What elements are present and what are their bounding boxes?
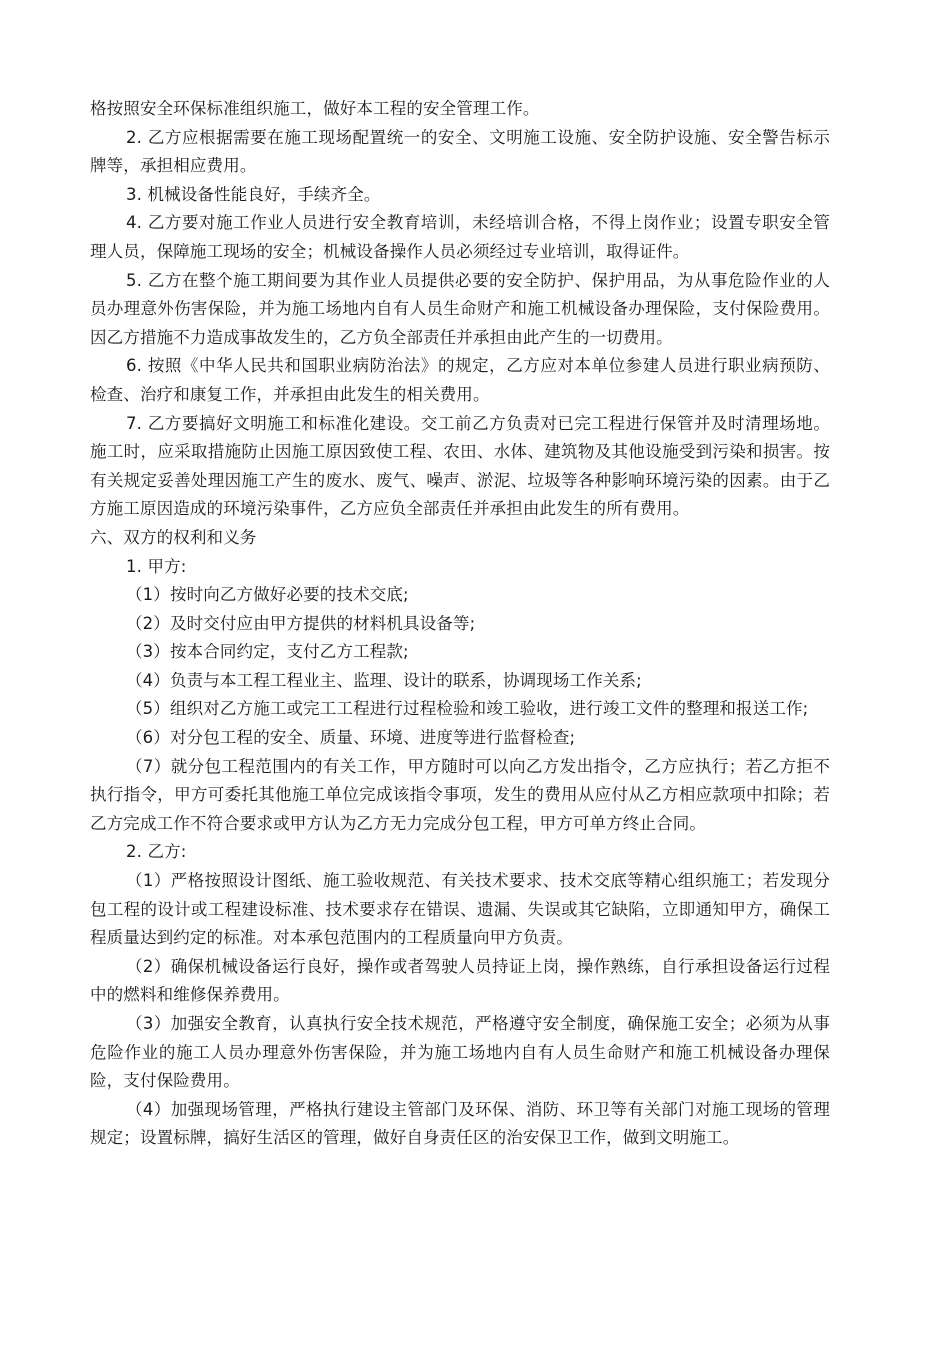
party-a-item-2: （2）及时交付应由甲方提供的材料机具设备等; [126,613,476,633]
party-a-item-5: （5）组织对乙方施工或完工工程进行过程检验和竣工验收，进行竣工文件的整理和报送工作; [126,699,809,719]
clause-5-item-6: 6. 按照《中华人民共和国职业病防治法》的规定，乙方应对本单位参建人员进行职业病预防、检查、治疗和康复工作，并承担由此发生的相关费用。 [90,356,830,404]
clause-5-item-4: 4. 乙方要对施工作业人员进行安全教育培训，未经培训合格，不得上岗作业；设置专职安全管理人员，保障施工现场的安全；机械设备操作人员必须经过专业培训，取得证件。 [90,213,830,261]
party-b-heading: 2. 乙方: [126,842,187,862]
document-page [90,95,830,1153]
party-a-heading: 1. 甲方: [126,556,187,576]
clause-5-item-2: 2. 乙方应根据需要在施工现场配置统一的安全、文明施工设施、安全防护设施、安全警告标示牌等，承担相应费用。 [90,127,830,176]
party-b-item-1: （1）严格按照设计图纸、施工验收规范、有关技术要求、技术交底等精心组织施工；若发现分包工程的设计或工程建设标准、技术要求存在错误、遗漏、失误或其它缺陷，立即通知甲方，确保工程质量达到约定的标准。对本承包范围内的工程质量向甲方负责。 [90,871,830,948]
party-a-item-6: （6）对分包工程的安全、质量、环境、进度等进行监督检查; [126,728,576,748]
party-a-item-7: （7）就分包工程范围内的有关工作，甲方随时可以向乙方发出指令，乙方应执行；若乙方拒不执行指令，甲方可委托其他施工单位完成该指令事项，发生的费用从应付从乙方相应款项中扣除；若乙方完成工作不符合要求或甲方认为乙方无力完成分包工程，甲方可单方终止合同。 [90,756,830,833]
clause-5-item-3: 3. 机械设备性能良好，手续齐全。 [126,184,381,204]
paragraph-continuation: 格按照安全环保标准组织施工，做好本工程的安全管理工作。 [90,99,540,118]
party-a-item-3: （3）按本合同约定，支付乙方工程款; [126,642,409,662]
party-b-item-2: （2）确保机械设备运行良好，操作或者驾驶人员持证上岗，操作熟练，自行承担设备运行过程中的燃料和维修保养费用。 [90,956,830,1005]
party-b-item-4: （4）加强现场管理，严格执行建设主管部门及环保、消防、环卫等有关部门对施工现场的管理规定；设置标牌，搞好生活区的管理，做好自身责任区的治安保卫工作，做到文明施工。 [90,1099,830,1148]
clause-5-item-5: 5. 乙方在整个施工期间要为其作业人员提供必要的安全防护、保护用品，为从事危险作业的人员办理意外伤害保险，并为施工场地内自有人员生命财产和施工机械设备办理保险，支付保险费用。因乙方措施不力造成事故发生的，乙方负全部责任并承担由此产生的一切费用。 [90,270,830,347]
party-a-item-4: （4）负责与本工程工程业主、监理、设计的联系，协调现场工作关系; [126,670,642,690]
section-heading-6: 六、双方的权利和义务 [90,527,257,547]
party-a-item-1: （1）按时向乙方做好必要的技术交底; [126,585,409,605]
clause-5-item-7: 7. 乙方要搞好文明施工和标准化建设。交工前乙方负责对已完工程进行保管并及时清理场地。施工时，应采取措施防止因施工原因致使工程、农田、水体、建筑物及其他设施受到污染和损害。按有关规定妥善处理因施工产生的废水、废气、噪声、淤泥、垃圾等各种影响环境污染的因素。由于乙方施工原因造成的环境污染事件，乙方应负全部责任并承担由此发生的所有费用。 [90,413,830,519]
party-b-item-3: （3）加强安全教育，认真执行安全技术规范，严格遵守安全制度，确保施工安全；必须为从事危险作业的施工人员办理意外伤害保险，并为施工场地内自有人员生命财产和施工机械设备办理保险，支付保险费用。 [90,1014,830,1091]
